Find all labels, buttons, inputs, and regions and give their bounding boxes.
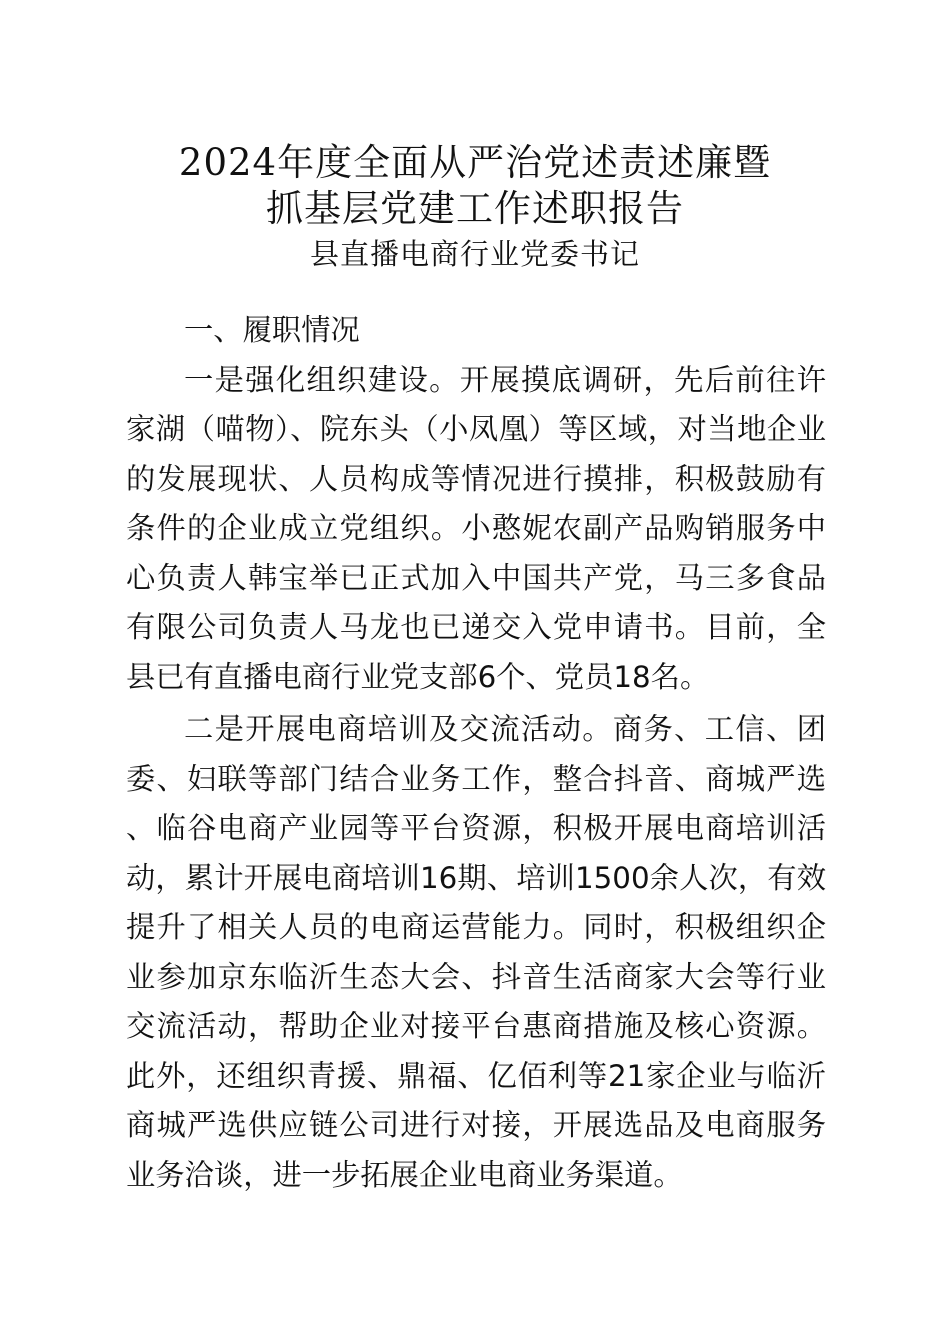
title-block bbox=[0, 140, 950, 274]
document-title-line-2: 抓基层党建工作述职报告 bbox=[266, 187, 684, 230]
document-subtitle: 县直播电商行业党委书记 bbox=[309, 237, 640, 271]
document-body bbox=[126, 306, 826, 1200]
section-heading: 一、履职情况 bbox=[184, 313, 360, 347]
paragraph-organization-building: 一是强化组织建设。开展摸底调研，先后前往许家湖（喵物）、院东头（小凤凰）等区域，对当地企业的发展现状、人员构成等情况进行摸排，积极鼓励有条件的企业成立党组织。小憨妮农副产品购销服务中心负责人韩宝举已正式加入中国共产党，马三多食品有限公司负责人马龙也已递交入党申请书。目前，全县已有直播电商行业党支部6个、党员18名。 bbox=[126, 362, 826, 694]
document-title-line-1: 2024年度全面从严治党述责述廉暨 bbox=[178, 141, 772, 184]
paragraph-ecommerce-training: 二是开展电商培训及交流活动。商务、工信、团委、妇联等部门结合业务工作，整合抖音、商城严选、临谷电商产业园等平台资源，积极开展电商培训活动，累计开展电商培训16期、培训1500余人次，有效提升了相关人员的电商运营能力。同时，积极组织企业参加京东临沂生态大会、抖音生活商家大会等行业交流活动，帮助企业对接平台惠商措施及核心资源。此外，还组织青援、鼎福、亿佰利等21家企业与临沂商城严选供应链公司进行对接，开展选品及电商服务业务洽谈，进一步拓展企业电商业务渠道。 bbox=[126, 712, 826, 1192]
